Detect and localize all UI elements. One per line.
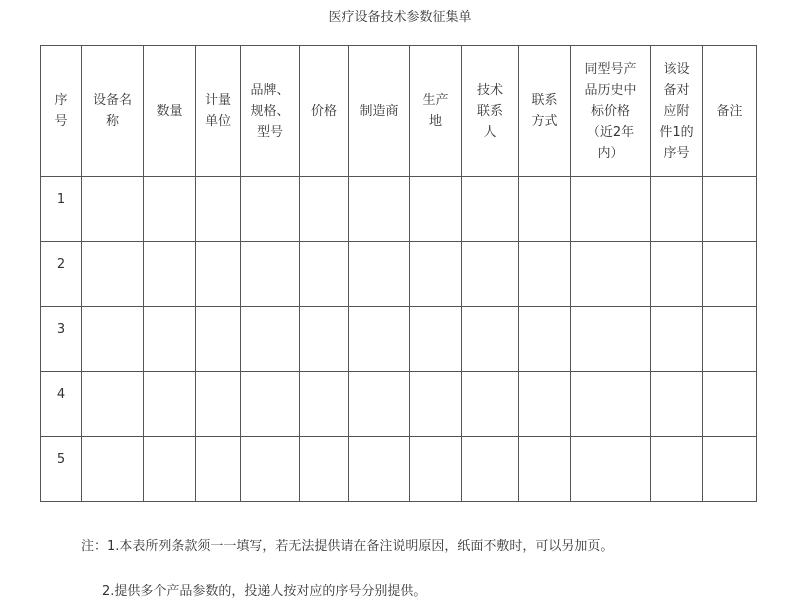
table-cell[interactable] <box>144 307 196 372</box>
table-cell[interactable] <box>349 242 410 307</box>
column-header-line: 地 <box>428 114 442 129</box>
column-header-line: 品牌、 <box>250 82 290 98</box>
column-header-line: 计量 <box>204 93 231 108</box>
table-cell[interactable] <box>349 437 410 502</box>
table-cell[interactable] <box>519 372 571 437</box>
column-header-line: 技术 <box>476 82 503 98</box>
table-cell[interactable] <box>241 307 300 372</box>
table-cell[interactable] <box>196 242 241 307</box>
note-1: 注：1.本表所列条款须一一填写，若无法提供请在备注说明原因，纸面不敷时，可以另加页。 <box>81 539 614 554</box>
table-cell[interactable] <box>571 242 651 307</box>
column-header-line: （近2年 <box>586 124 635 140</box>
column-header-line: 价格 <box>310 103 337 119</box>
table-cell[interactable] <box>703 177 757 242</box>
table-cell[interactable] <box>410 372 462 437</box>
table-cell[interactable] <box>651 372 703 437</box>
table-cell[interactable] <box>300 242 349 307</box>
table-row <box>41 177 757 242</box>
row-index: 4 <box>41 372 82 437</box>
table-cell[interactable] <box>144 437 196 502</box>
table-cell[interactable] <box>651 307 703 372</box>
column-header <box>300 46 349 177</box>
table-cell[interactable] <box>300 177 349 242</box>
table-cell[interactable] <box>196 177 241 242</box>
table-cell[interactable] <box>462 242 519 307</box>
table-cell[interactable] <box>519 437 571 502</box>
column-header-line: 制造商 <box>359 103 399 119</box>
column-header-line: 单位 <box>204 114 231 129</box>
table-cell[interactable] <box>462 177 519 242</box>
column-header-line: 品历史中 <box>584 82 637 98</box>
column-header <box>571 46 651 177</box>
column-header <box>651 46 703 177</box>
table-cell[interactable] <box>349 177 410 242</box>
table-cell[interactable] <box>703 307 757 372</box>
table-cell[interactable] <box>519 307 571 372</box>
table-cell[interactable] <box>410 177 462 242</box>
column-header-line: 备注 <box>716 103 743 119</box>
header-row <box>41 46 757 177</box>
row-index: 2 <box>41 242 82 307</box>
table-cell[interactable] <box>144 177 196 242</box>
table-row <box>41 372 757 437</box>
column-header-line: 备对 <box>663 82 690 98</box>
column-header-line: 设备名 <box>92 93 132 108</box>
table-cell[interactable] <box>82 437 144 502</box>
table-cell[interactable] <box>571 437 651 502</box>
column-header-line: 型号 <box>256 124 283 140</box>
column-header <box>703 46 757 177</box>
table-cell[interactable] <box>241 437 300 502</box>
table-cell[interactable] <box>519 177 571 242</box>
column-header-line: 序号 <box>663 145 690 161</box>
form-title: 医疗设备技术参数征集单 <box>328 10 472 25</box>
table-cell[interactable] <box>462 372 519 437</box>
table-cell[interactable] <box>651 437 703 502</box>
table-cell[interactable] <box>703 242 757 307</box>
column-header-line: 同型号产 <box>584 61 637 77</box>
table-cell[interactable] <box>519 242 571 307</box>
table-body <box>41 177 757 502</box>
table-cell[interactable] <box>196 437 241 502</box>
table-cell[interactable] <box>196 372 241 437</box>
table-cell[interactable] <box>82 242 144 307</box>
column-header <box>241 46 300 177</box>
column-header-line: 内） <box>597 145 624 161</box>
column-header-line: 人 <box>483 124 497 140</box>
table-cell[interactable] <box>300 307 349 372</box>
table-cell[interactable] <box>571 177 651 242</box>
table-cell[interactable] <box>703 437 757 502</box>
column-header-line: 称 <box>105 114 119 129</box>
row-index: 1 <box>41 177 82 242</box>
table-cell[interactable] <box>349 372 410 437</box>
column-header <box>82 46 144 177</box>
row-index: 3 <box>41 307 82 372</box>
parameter-table <box>40 45 757 502</box>
table-cell[interactable] <box>571 372 651 437</box>
table-cell[interactable] <box>241 372 300 437</box>
column-header-line: 联系 <box>476 103 503 119</box>
table-cell[interactable] <box>241 177 300 242</box>
column-header-line: 号 <box>54 114 68 129</box>
table-row <box>41 307 757 372</box>
column-header-line: 规格、 <box>250 103 290 119</box>
table-cell[interactable] <box>300 372 349 437</box>
table-cell[interactable] <box>410 307 462 372</box>
column-header <box>144 46 196 177</box>
table-cell[interactable] <box>571 307 651 372</box>
table-cell[interactable] <box>462 437 519 502</box>
table-cell[interactable] <box>651 177 703 242</box>
column-header-line: 生产 <box>422 93 449 108</box>
table-cell[interactable] <box>462 307 519 372</box>
column-header-line: 标价格 <box>590 103 630 119</box>
column-header-line: 方式 <box>531 114 558 129</box>
column-header-line: 序 <box>54 93 68 108</box>
table-cell[interactable] <box>410 242 462 307</box>
column-header <box>519 46 571 177</box>
table-cell[interactable] <box>82 307 144 372</box>
column-header-line: 数量 <box>156 103 183 119</box>
column-header-line: 联系 <box>531 93 558 108</box>
table-cell[interactable] <box>82 372 144 437</box>
column-header-line: 应附 <box>663 103 690 119</box>
column-header-line: 该设 <box>663 61 690 77</box>
column-header <box>462 46 519 177</box>
table-cell[interactable] <box>703 372 757 437</box>
table-cell[interactable] <box>300 437 349 502</box>
column-header <box>410 46 462 177</box>
table-cell[interactable] <box>410 437 462 502</box>
column-header <box>41 46 82 177</box>
table-cell[interactable] <box>241 242 300 307</box>
row-index: 5 <box>41 437 82 502</box>
table-row <box>41 242 757 307</box>
note-2: 2.提供多个产品参数的，投递人按对应的序号分别提供。 <box>102 584 427 599</box>
table-cell[interactable] <box>196 307 241 372</box>
table-cell[interactable] <box>144 372 196 437</box>
table-row <box>41 437 757 502</box>
column-header <box>349 46 410 177</box>
column-header-line: 件1的 <box>659 124 694 140</box>
column-header <box>196 46 241 177</box>
table-cell[interactable] <box>144 242 196 307</box>
table-cell[interactable] <box>349 307 410 372</box>
table-cell[interactable] <box>82 177 144 242</box>
table-cell[interactable] <box>651 242 703 307</box>
